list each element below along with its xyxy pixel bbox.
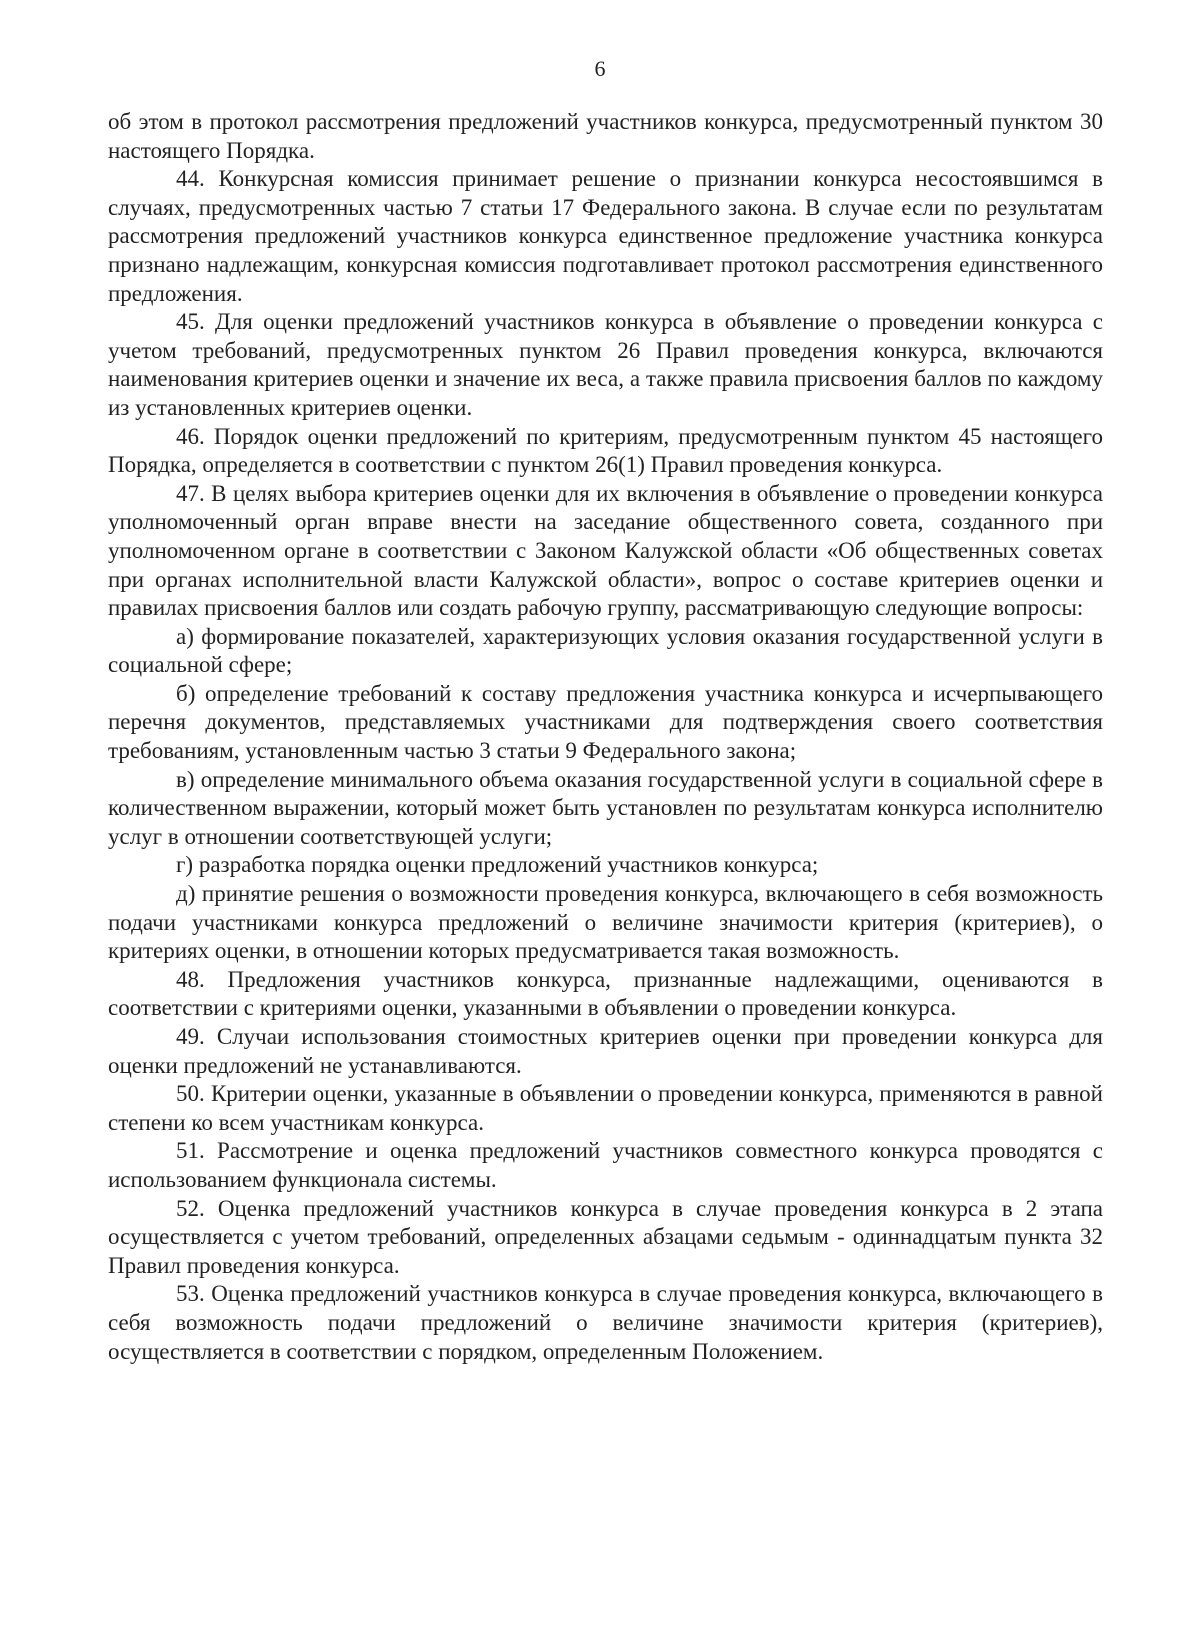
paragraph-47-d: д) принятие решения о возможности проведения конкурса, включающего в себя возможность подачи участниками конкурса предложений о величине значимости критерия (критериев), о критериях оценки, в отношении которых предусматривается такая возможность. bbox=[108, 881, 1103, 964]
paragraph-52: 52. Оценка предложений участников конкурса в случае проведения конкурса в 2 этапа осуществляется с учетом требований, определенных абзацами седьмым - одиннадцатым пункта 32 Правил проведения конкурса. bbox=[108, 1195, 1103, 1278]
paragraph-47-a: а) формирование показателей, характеризующих условия оказания государственной услуги в социальной сфере; bbox=[108, 623, 1103, 678]
paragraph-47-g: г) разработка порядка оценки предложений участников конкурса; bbox=[176, 852, 819, 878]
paragraph-53: 53. Оценка предложений участников конкурса в случае проведения конкурса, включающего в себя возможность подачи предложений о величине значимости критерия (критериев), осуществляется в соответствии с порядком, определенным Положением. bbox=[108, 1281, 1103, 1364]
paragraph-47: 47. В целях выбора критериев оценки для их включения в объявление о проведении конкурса уполномоченный орган вправе внести на заседание общественного совета, созданного при уполномоченном органе в соответствии с Законом Калужской области «Об общественных советах при органах исполнительной власти Калужской области», вопрос о составе критериев оценки и правилах присвоения баллов или создать рабочую группу, рассматривающую следующие вопросы: bbox=[108, 480, 1103, 621]
paragraph-51: 51. Рассмотрение и оценка предложений участников совместного конкурса проводятся с использованием функционала системы. bbox=[108, 1138, 1103, 1192]
paragraph-47-b: б) определение требований к составу предложения участника конкурса и исчерпывающего перечня документов, представляемых участниками для подтверждения своего соответствия требованиям, установленным частью 3 статьи 9 Федерального закона; bbox=[108, 680, 1103, 764]
paragraph-49: 49. Случаи использования стоимостных критериев оценки при проведении конкурса для оценки предложений не устанавливаются. bbox=[108, 1024, 1103, 1078]
paragraph-47-v: в) определение минимального объема оказания государственной услуги в социальной сфере в количественном выражении, который может быть установлен по результатам конкурса исполнителю услуг в отношении соответствующей услуги; bbox=[108, 766, 1103, 849]
paragraph-continuation: об этом в протокол рассмотрения предложений участников конкурса, предусмотренный пунктом 30 настоящего Порядка. bbox=[108, 109, 1103, 163]
paragraph-45: 45. Для оценки предложений участников конкурса в объявление о проведении конкурса с учетом требований, предусмотренных пунктом 26 Правил проведения конкурса, включаются наименования критериев оценки и значение их веса, а также правила присвоения баллов по каждому из установленных критериев оценки. bbox=[108, 309, 1103, 420]
document-body bbox=[108, 108, 1103, 1366]
page-number: 6 bbox=[594, 56, 606, 81]
paragraph-46: 46. Порядок оценки предложений по критериям, предусмотренным пунктом 45 настоящего Порядка, определяется в соответствии с пунктом 26(1) Правил проведения конкурса. bbox=[108, 423, 1103, 478]
paragraph-48: 48. Предложения участников конкурса, признанные надлежащими, оцениваются в соответствии с критериями оценки, указанными в объявлении о проведении конкурса. bbox=[108, 966, 1103, 1021]
paragraph-50: 50. Критерии оценки, указанные в объявлении о проведении конкурса, применяются в равной степени ко всем участникам конкурса. bbox=[108, 1081, 1103, 1135]
paragraph-44: 44. Конкурсная комиссия принимает решение о признании конкурса несостоявшимся в случаях, предусмотренных частью 7 статьи 17 Федерального закона. В случае если по результатам рассмотрения предложений участников конкурса единственное предложение участника конкурса признано надлежащим, конкурсная комиссия подготавливает протокол рассмотрения единственного предложения. bbox=[108, 166, 1103, 306]
